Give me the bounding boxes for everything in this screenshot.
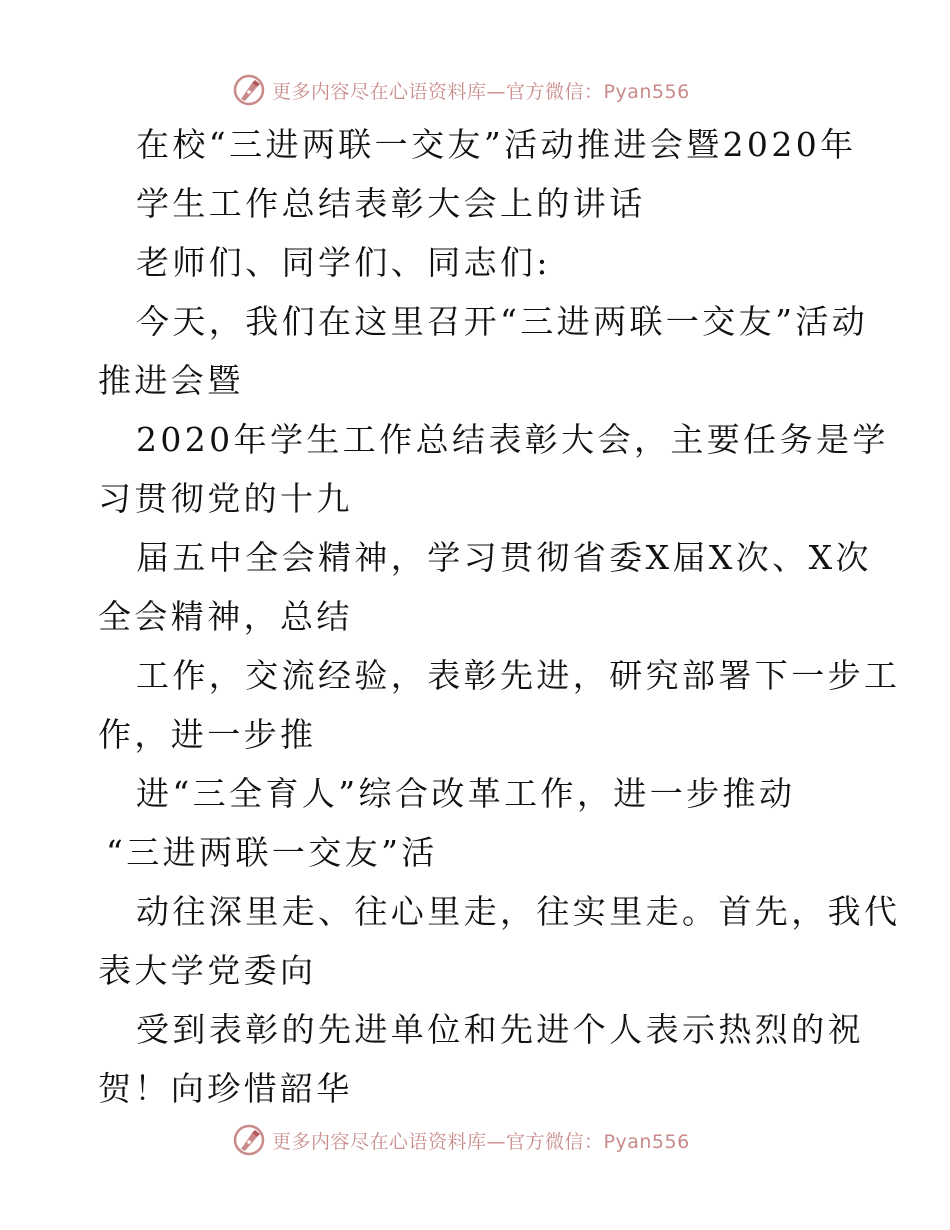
paragraph-line: 贺！向珍惜韶华 [98,1069,353,1108]
paragraph-line: 作，进一步推 [98,715,317,754]
pen-nib-logo-icon [232,1123,266,1157]
pen-nib-logo-icon [232,73,266,107]
paragraph-line: 今天，我们在这里召开“三进两联一交友”活动 [136,302,869,341]
salutation: 老师们、同学们、同志们: [136,243,551,282]
paragraph-line: 动往深里走、往心里走，往实里走。首先，我代 [136,892,901,931]
paragraph-line: 届五中全会精神，学习贯彻省委X届X次、X次 [136,538,872,577]
header-watermark [232,70,690,110]
watermark-text: 更多内容尽在心语资料库—官方微信：Pyan556 [272,1130,690,1153]
paragraph-line: 工作，交流经验，表彰先进，研究部署下一步工 [136,656,901,695]
document-title-line-1: 在校“三进两联一交友”活动推进会暨2020年 [136,125,857,164]
paragraph-line: 习贯彻党的十九 [98,479,353,518]
document-title-line-2: 学生工作总结表彰大会上的讲话 [136,184,646,223]
paragraph-line: 2020年学生工作总结表彰大会，主要任务是学 [136,420,889,459]
paragraph-line: 进“三全育人”综合改革工作，进一步推动 [136,774,796,813]
paragraph-line: 表大学党委向 [98,951,317,990]
paragraph-line: “三进两联一交友”活 [106,833,438,872]
paragraph-line: 推进会暨 [98,361,244,400]
footer-watermark [232,1120,690,1160]
watermark-text: 更多内容尽在心语资料库—官方微信：Pyan556 [272,80,690,103]
paragraph-line: 受到表彰的先进单位和先进个人表示热烈的祝 [136,1010,864,1049]
paragraph-line: 全会精神，总结 [98,597,353,636]
